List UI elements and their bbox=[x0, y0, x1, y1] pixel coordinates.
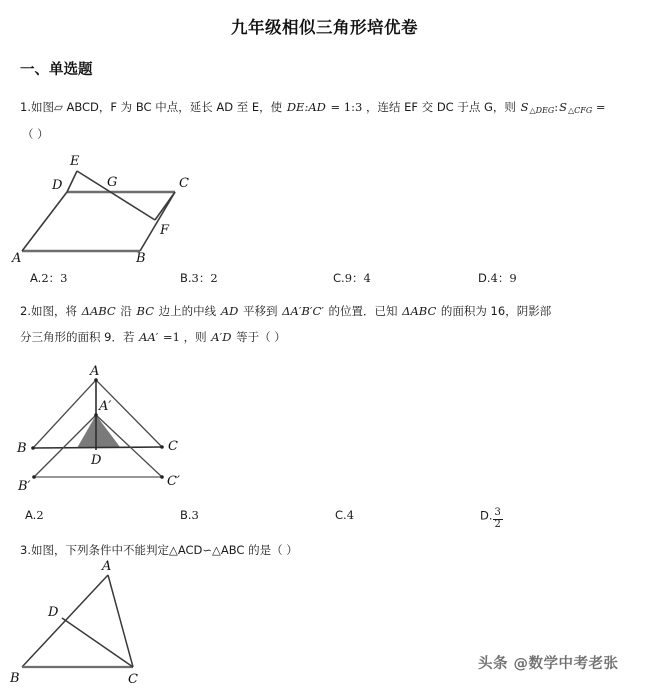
q1-equals: = bbox=[592, 100, 606, 114]
question-2-text-line-1 bbox=[20, 303, 551, 320]
figure-2-label-b: B bbox=[17, 441, 27, 456]
q2-option-c[interactable] bbox=[335, 508, 354, 522]
q2-text-d: 平移到 bbox=[239, 304, 282, 318]
vertex-a-prime-dot bbox=[94, 413, 98, 417]
figure-2-label-d: D bbox=[91, 453, 102, 468]
q1-option-b-value: 3：2 bbox=[191, 271, 218, 285]
q1-option-d-value: 4：9 bbox=[490, 271, 517, 285]
q2-option-a-value: 2 bbox=[36, 508, 44, 522]
q2-math-a-prime-d: A′D bbox=[211, 330, 232, 344]
q2-text-c: 边上的中线 bbox=[155, 304, 220, 318]
q2-text-b: 沿 bbox=[116, 304, 136, 318]
question-3-text: 3.如图，下列条件中不能判定△ACD∽△ABC 的是（ ） bbox=[20, 543, 298, 557]
q1-option-c-value: 9：4 bbox=[344, 271, 371, 285]
q1-option-c-label: C. bbox=[333, 271, 345, 285]
q1-option-d[interactable] bbox=[478, 270, 517, 286]
q2-option-d-label: D. bbox=[480, 508, 493, 523]
segment-bc bbox=[140, 192, 175, 251]
q2-option-d-fraction bbox=[493, 508, 503, 530]
figure-2-label-b-prime: B′ bbox=[18, 479, 31, 490]
section-heading: 一、单选题 bbox=[20, 61, 93, 78]
q2-option-d-denominator: 2 bbox=[494, 518, 501, 530]
q1-area-subscript-2: △CFG bbox=[568, 106, 593, 115]
q2-math-triangle-abc-2: ΔABC bbox=[402, 304, 437, 318]
q2-text-f: 的面积为 16，阴影部 bbox=[437, 304, 552, 318]
figure-3-label-d: D bbox=[48, 605, 59, 620]
q1-option-b-label: B. bbox=[180, 271, 192, 285]
q1-option-d-label: D. bbox=[478, 271, 491, 285]
question-2-options bbox=[0, 508, 649, 528]
q2-text-e: 的位置．已知 bbox=[324, 304, 402, 318]
q2-line2-c: 等于（ ） bbox=[232, 330, 286, 344]
q1-option-a[interactable] bbox=[30, 270, 67, 286]
q2-option-a-label: A. bbox=[25, 508, 37, 522]
q1-area-symbol-2: S bbox=[559, 100, 568, 114]
question-1-figure bbox=[10, 145, 225, 270]
vertex-b-dot bbox=[31, 446, 35, 450]
q2-option-d[interactable] bbox=[480, 508, 503, 530]
question-3-figure bbox=[10, 558, 225, 691]
q1-option-b[interactable] bbox=[180, 270, 218, 286]
q1-option-a-label: A. bbox=[30, 271, 42, 285]
question-2-figure bbox=[10, 358, 225, 495]
figure-3-label-c: C bbox=[128, 672, 138, 686]
page-title: 九年级相似三角形培优卷 bbox=[231, 18, 418, 37]
figure-2-label-c-prime: C′ bbox=[167, 474, 180, 489]
question-2-text-line-2 bbox=[20, 329, 286, 346]
q2-line2-b: =1 ，则 bbox=[159, 330, 211, 344]
q2-line2-a: 分三角形的面积 9．若 bbox=[20, 330, 139, 344]
q1-area-colon: : bbox=[554, 100, 559, 114]
q2-math-triangle-a-b-c-prime: ΔA′B′C′ bbox=[282, 304, 324, 318]
figure-1-label-e: E bbox=[70, 154, 80, 169]
q2-option-b[interactable] bbox=[180, 508, 199, 522]
q1-text-part-b: ，连结 EF 交 DC 于点 G，则 bbox=[365, 100, 520, 114]
q2-text-a: 2.如图，将 bbox=[20, 304, 81, 318]
q1-ratio-value: = 1:3 bbox=[326, 100, 366, 114]
q2-option-c-value: 4 bbox=[346, 508, 355, 522]
figure-2-label-a: A bbox=[90, 364, 100, 379]
q2-math-bc: BC bbox=[136, 304, 154, 318]
q2-math-ad: AD bbox=[220, 304, 239, 318]
figure-1-label-c: C bbox=[179, 176, 189, 191]
watermark: 头条 @数学中考老张 bbox=[478, 656, 619, 672]
figure-2-label-c: C bbox=[168, 439, 178, 454]
q1-area-subscript-1: △DEG bbox=[529, 106, 555, 115]
q2-option-b-label: B. bbox=[180, 508, 192, 522]
question-1-answer-blank: （ ） bbox=[22, 127, 49, 141]
question-1-options bbox=[0, 270, 649, 290]
figure-3-label-a: A bbox=[102, 559, 112, 574]
q2-option-b-value: 3 bbox=[191, 508, 199, 522]
figure-1-label-d: D bbox=[52, 178, 63, 193]
figure-1-label-g: G bbox=[107, 175, 118, 190]
question-1-text-line-1 bbox=[20, 99, 606, 119]
figure-1-label-b: B bbox=[136, 251, 146, 265]
segment-de bbox=[67, 171, 77, 192]
q1-option-c[interactable] bbox=[333, 270, 371, 286]
segment-fc bbox=[155, 192, 175, 220]
vertex-b-prime-dot bbox=[32, 475, 36, 479]
segment-bc bbox=[33, 447, 162, 448]
figure-2-label-a-prime: A′ bbox=[99, 399, 112, 414]
segment-ab bbox=[22, 575, 108, 667]
vertex-c-prime-dot bbox=[160, 475, 164, 479]
q2-math-triangle-abc-1: ΔABC bbox=[81, 304, 116, 318]
q1-math-de-ad: DE:AD bbox=[286, 100, 326, 114]
q2-option-d-numerator: 3 bbox=[494, 507, 501, 518]
vertex-c-dot bbox=[160, 445, 164, 449]
q1-option-a-value: 2：3 bbox=[41, 271, 68, 285]
q2-option-a[interactable] bbox=[25, 508, 44, 522]
q2-option-c-label: C. bbox=[335, 508, 347, 522]
figure-1-label-f: F bbox=[160, 223, 170, 238]
figure-1-label-a: A bbox=[12, 251, 22, 265]
q2-math-aa-prime: AA′ bbox=[139, 330, 159, 344]
figure-3-label-b: B bbox=[10, 671, 20, 686]
q1-text-part-a: 1.如图▱ ABCD，F 为 BC 中点，延长 AD 至 E，使 bbox=[20, 100, 286, 114]
segment-ad bbox=[22, 192, 67, 251]
q1-area-symbol-1: S bbox=[520, 100, 529, 114]
